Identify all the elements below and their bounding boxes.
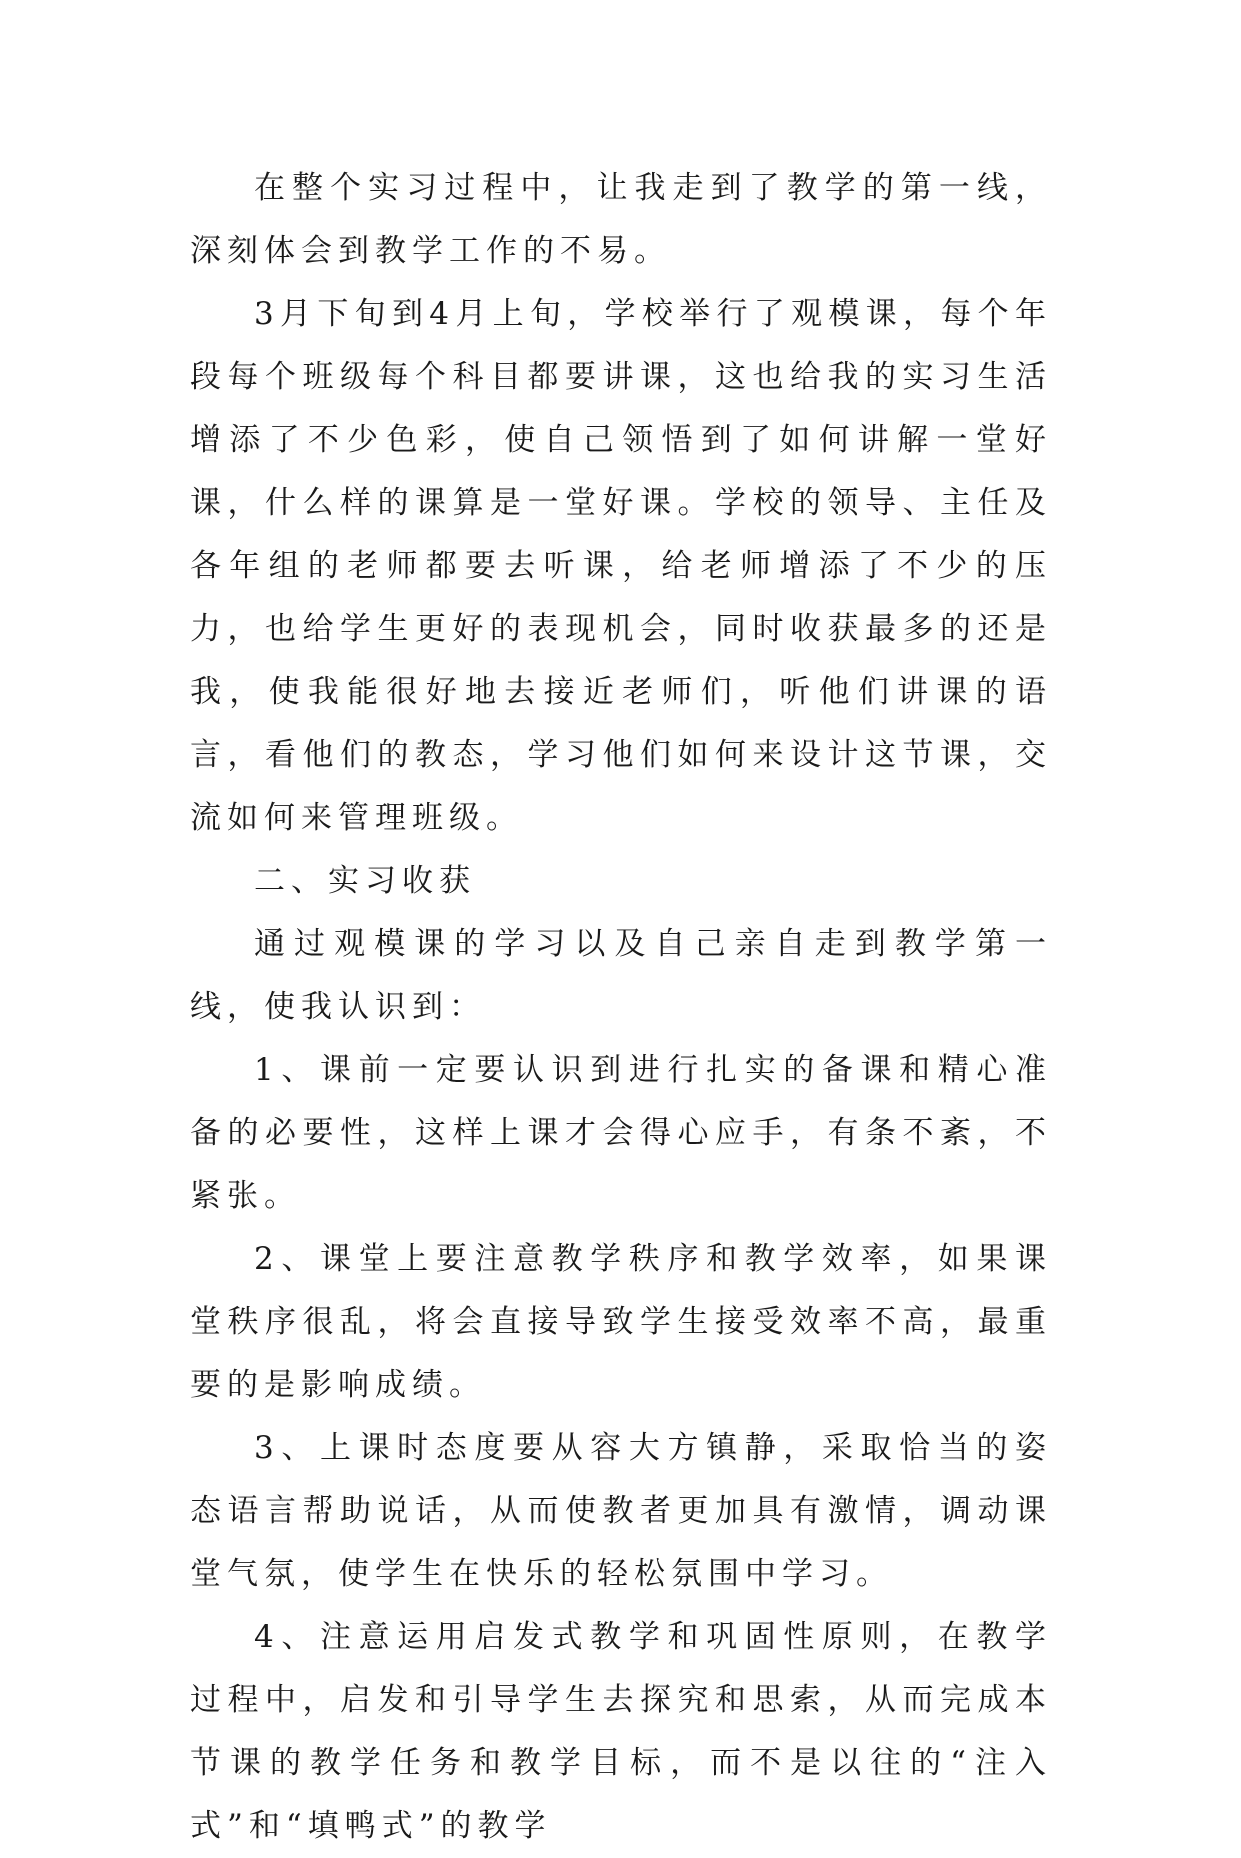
section-heading: 二、实习收获 — [254, 863, 476, 899]
document-body — [190, 157, 1052, 1858]
paragraph-observation-class: 3月下旬到4月上旬，学校举行了观模课，每个年段每个班级每个科目都要讲课，这也给我的实习生活增添了不少色彩，使自己领悟到了如何讲解一堂好课，什么样的课算是一堂好课。学校的领导、主任及各年组的老师都要去听课，给老师增添了不少的压力，也给学生更好的表现机会，同时收获最多的还是我，使我能很好地去接近老师们，听他们讲课的语言，看他们的教态，学习他们如何来设计这节课，交流如何来管理班级。 — [190, 296, 1052, 836]
paragraph-realization: 通过观模课的学习以及自己亲自走到教学第一线，使我认识到： — [190, 926, 1052, 1025]
list-item-4: 4、注意运用启发式教学和巩固性原则，在教学过程中，启发和引导学生去探究和思索，从而完成本节课的教学任务和教学目标，而不是以往的“注入式”和“填鸭式”的教学 — [190, 1619, 1052, 1844]
list-item-3: 3、上课时态度要从容大方镇静，采取恰当的姿态语言帮助说话，从而使教者更加具有激情，调动课堂气氛，使学生在快乐的轻松氛围中学习。 — [190, 1430, 1052, 1592]
paragraph-intro: 在整个实习过程中，让我走到了教学的第一线，深刻体会到教学工作的不易。 — [190, 170, 1052, 269]
list-item-1: 1、课前一定要认识到进行扎实的备课和精心准备的必要性，这样上课才会得心应手，有条不紊，不紧张。 — [190, 1052, 1052, 1214]
list-item-2: 2、课堂上要注意教学秩序和教学效率，如果课堂秩序很乱，将会直接导致学生接受效率不高，最重要的是影响成绩。 — [190, 1241, 1052, 1403]
